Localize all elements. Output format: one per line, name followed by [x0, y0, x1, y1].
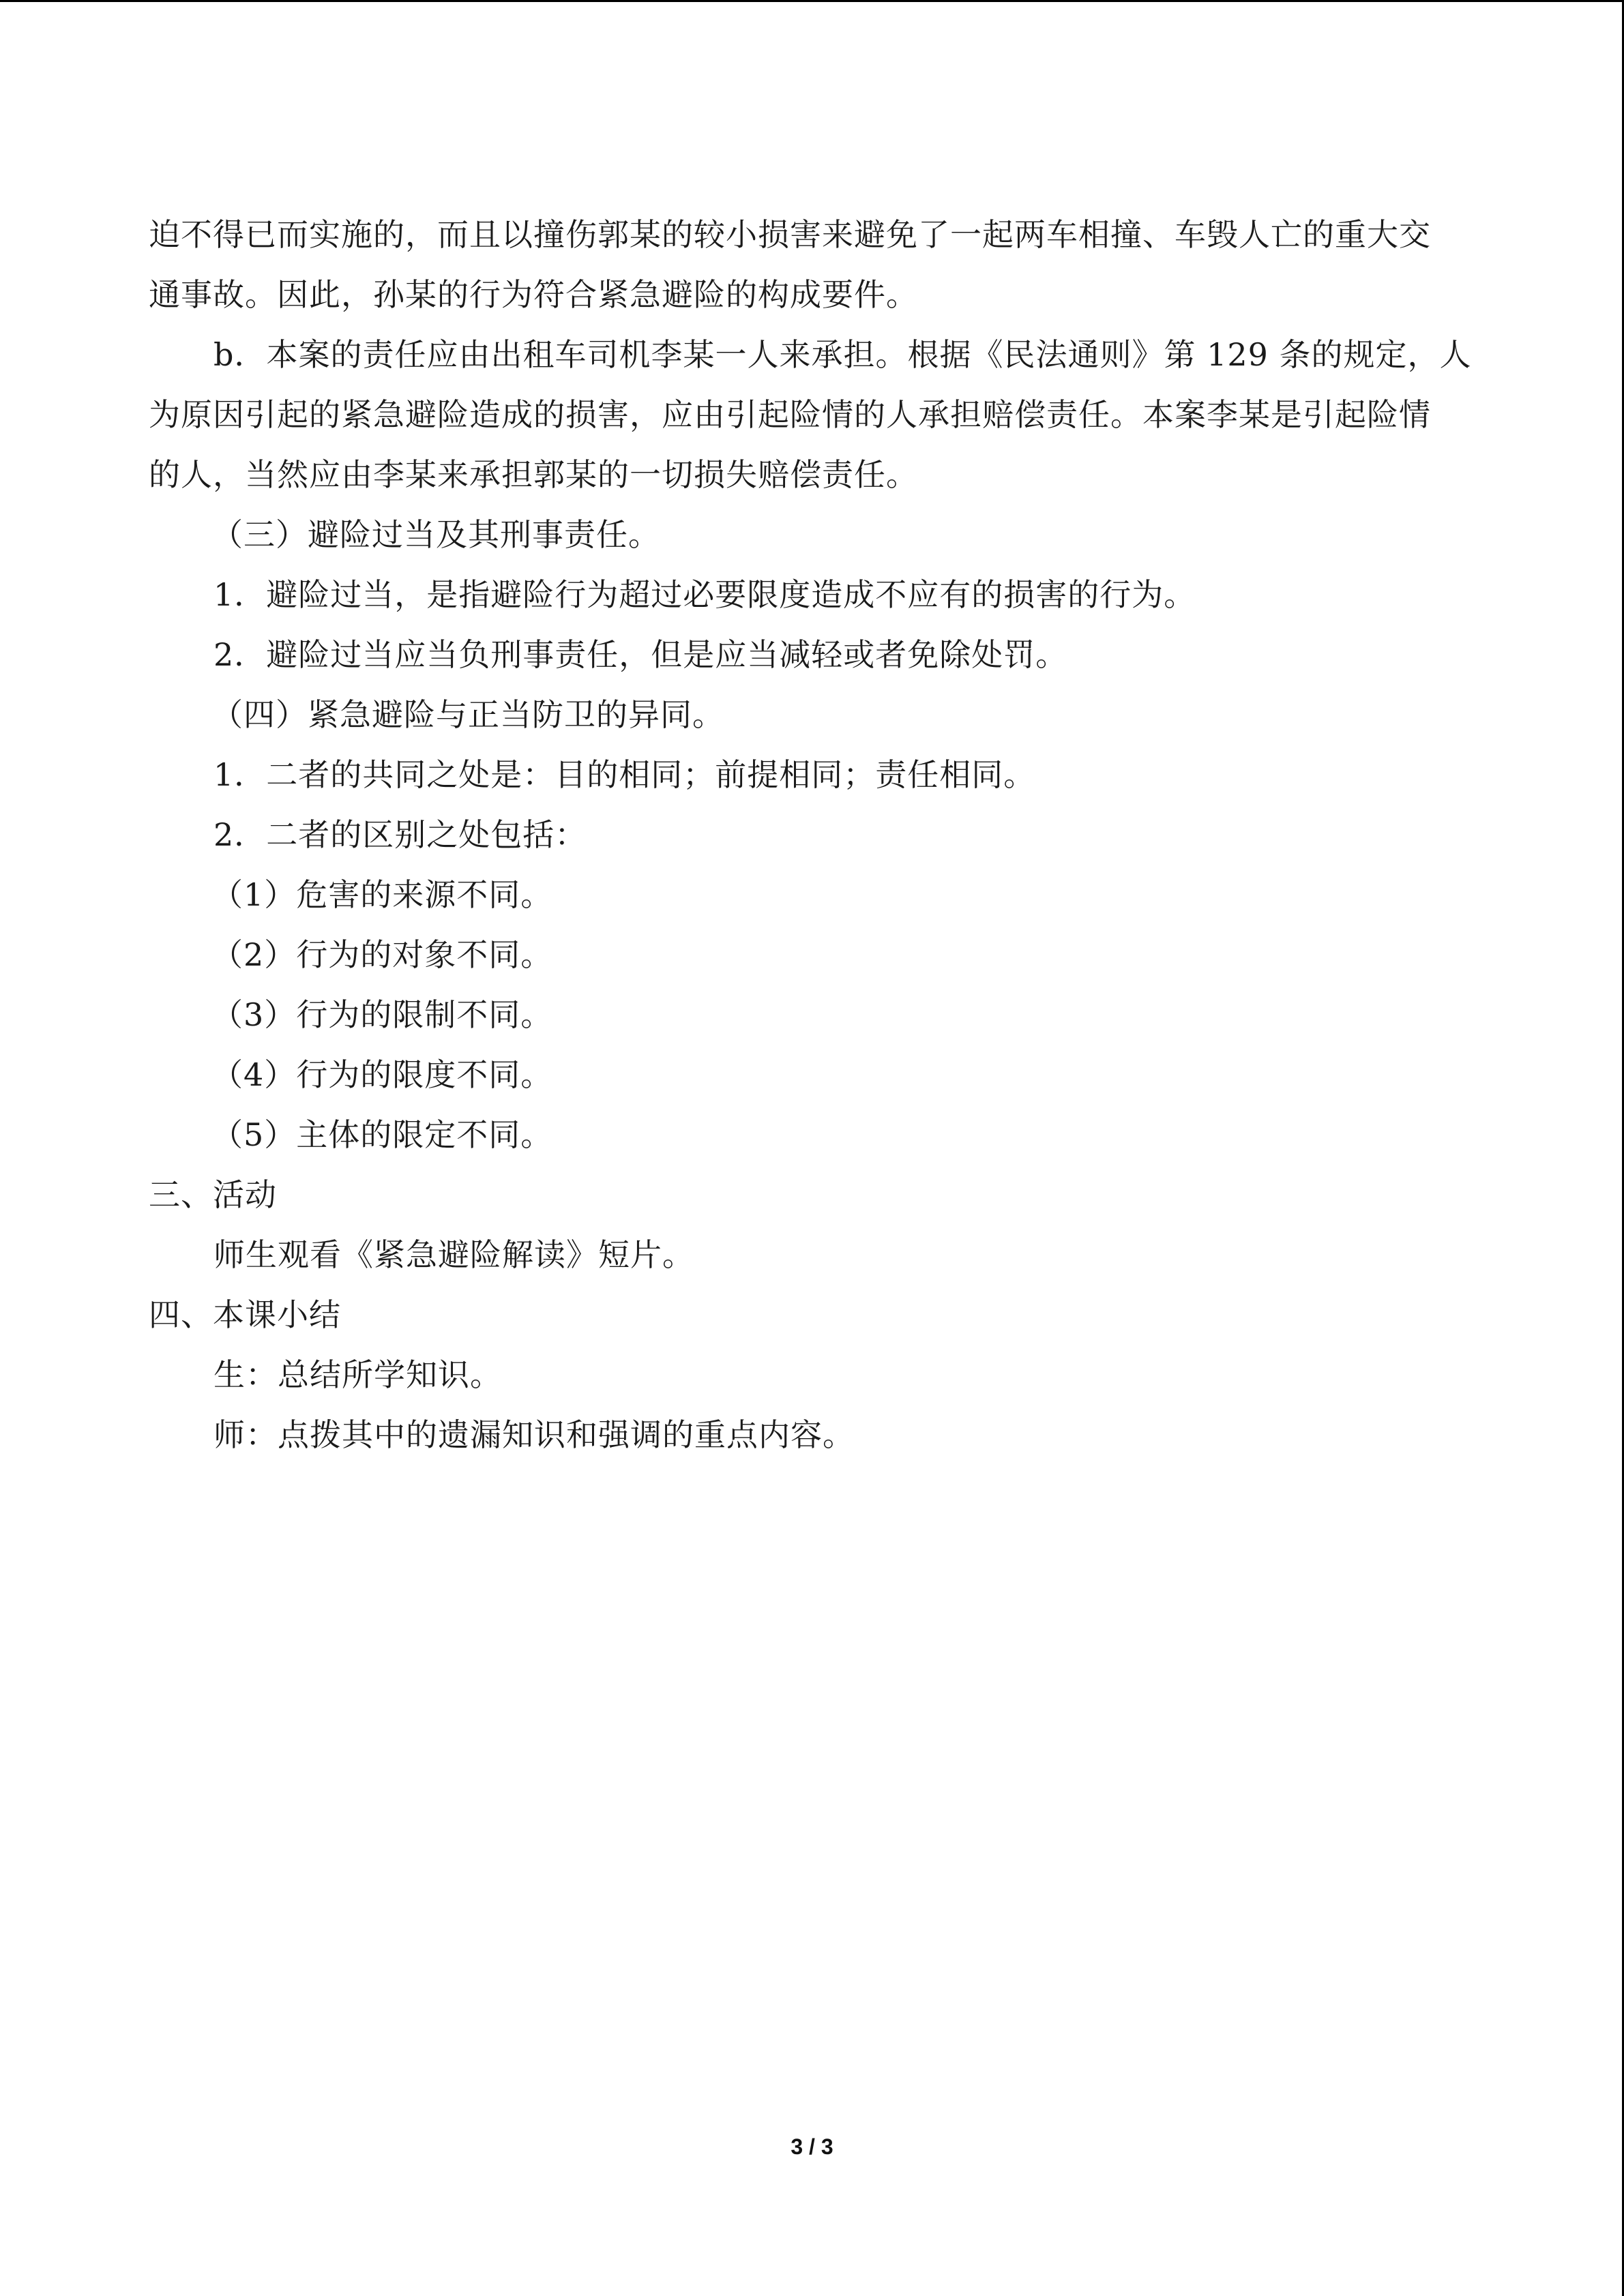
list-item: （3）行为的限制不同。 [211, 996, 553, 1033]
list-item: 2．二者的区别之处包括： [213, 816, 587, 853]
section-heading: 三、活动 [149, 1176, 277, 1213]
page-border-top [0, 0, 1624, 2]
paragraph-line: 师：点拨其中的遗漏知识和强调的重点内容。 [213, 1416, 855, 1453]
paragraph-line: 通事故。因此，孙某的行为符合紧急避险的构成要件。 [149, 276, 918, 313]
document-body [149, 205, 1475, 1465]
paragraph-line: 生：总结所学知识。 [213, 1356, 502, 1393]
list-item: 1．二者的共同之处是：目的相同；前提相同；责任相同。 [213, 756, 1036, 793]
paragraph-line: b．本案的责任应由出租车司机李某一人来承担。根据《民法通则》第 129 条的规定，人 [213, 336, 1472, 373]
list-item: （1）危害的来源不同。 [211, 876, 553, 913]
section-heading: （四）紧急避险与正当防卫的异同。 [211, 696, 724, 733]
paragraph-line: 为原因引起的紧急避险造成的损害，应由引起险情的人承担赔偿责任。本案李某是引起险情 [149, 396, 1431, 433]
section-heading: 四、本课小结 [149, 1296, 341, 1333]
page-number: 3 / 3 [791, 2134, 833, 2159]
paragraph-line: 迫不得已而实施的，而且以撞伤郭某的较小损害来避免了一起两车相撞、车毁人亡的重大交 [149, 216, 1431, 253]
paragraph-line: 师生观看《紧急避险解读》短片。 [213, 1236, 694, 1273]
list-item: 2．避险过当应当负刑事责任，但是应当减轻或者免除处罚。 [213, 636, 1068, 673]
list-item: 1．避险过当，是指避险行为超过必要限度造成不应有的损害的行为。 [213, 576, 1196, 613]
list-item: （4）行为的限度不同。 [211, 1056, 553, 1093]
section-heading: （三）避险过当及其刑事责任。 [211, 516, 660, 553]
list-item: （5）主体的限定不同。 [211, 1116, 553, 1153]
list-item: （2）行为的对象不同。 [211, 936, 553, 973]
paragraph-line: 的人，当然应由李某来承担郭某的一切损失赔偿责任。 [149, 456, 918, 493]
